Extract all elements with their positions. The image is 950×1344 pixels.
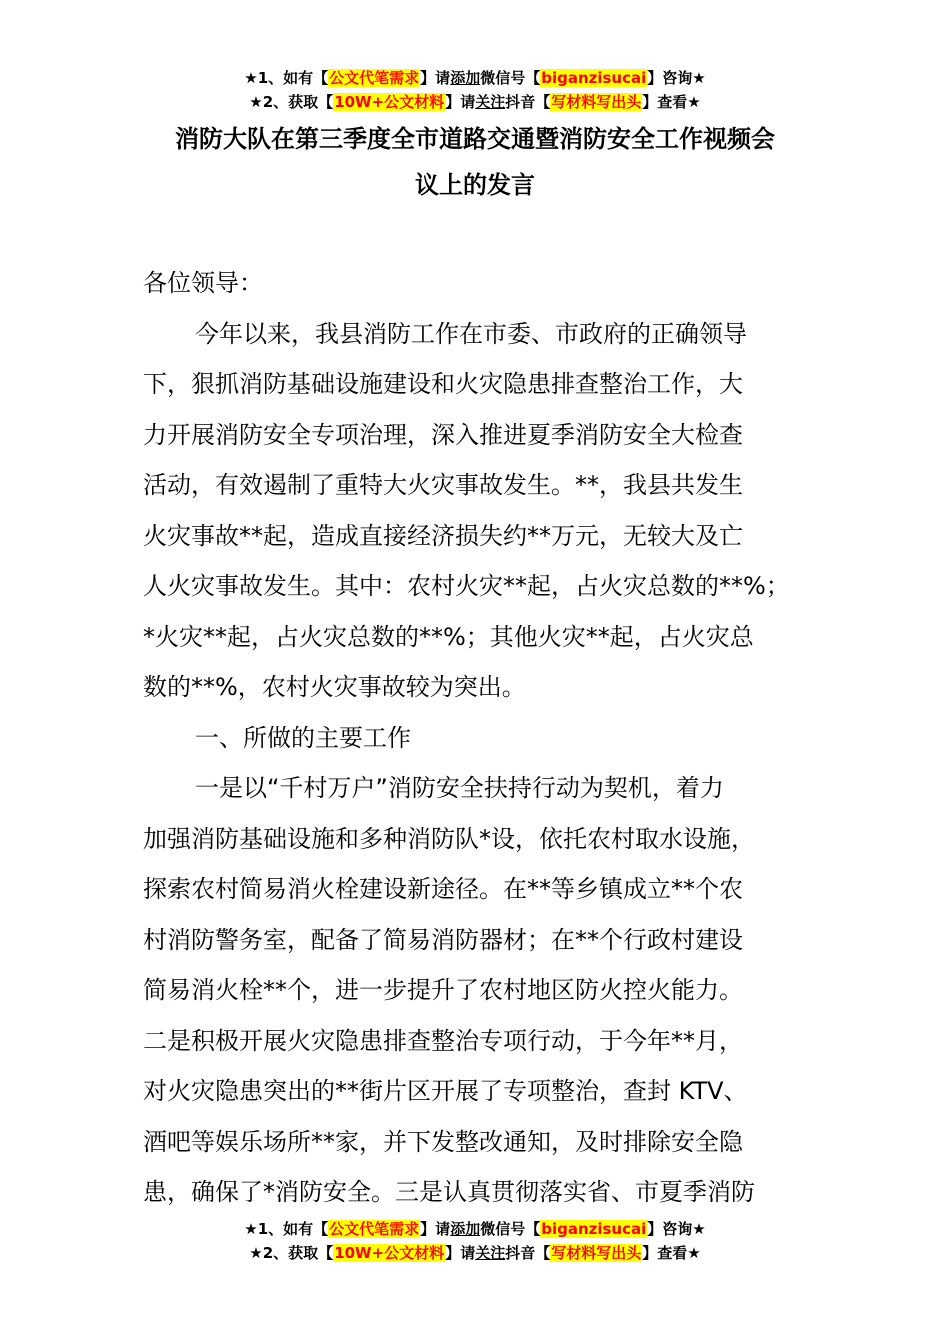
paragraph-line: 对火灾隐患突出的**街片区开展了专项整治，查封 KTV、 [143, 1077, 748, 1105]
paragraph-line: 数的**%，农村火灾事故较为突出。 [143, 673, 526, 701]
top-promo-banner [0, 66, 950, 114]
salutation: 各位领导： [143, 269, 263, 297]
promo-line-1: ★1、如有【公文代笔需求】请添加微信号【biganzisucai】咨询★ [244, 69, 706, 87]
promo-highlight: 公文代笔需求 [329, 1220, 420, 1238]
section-heading: 一、所做的主要工作 [195, 723, 411, 752]
promo-highlight: 写材料写出头 [551, 1244, 642, 1262]
promo-line-2: ★2、获取【10W+公文材料】请关注抖音【写材料写出头】查看★ [249, 1244, 701, 1262]
paragraph-line: 酒吧等娱乐场所**家，并下发整改通知，及时排除安全隐 [143, 1127, 743, 1156]
promo-highlight: 写材料写出头 [551, 93, 642, 111]
document-body [143, 258, 833, 1218]
paragraph-line: 患，确保了*消防安全。三是认真贯彻落实省、市夏季消防 [143, 1178, 755, 1206]
title-line-1: 消防大队在第三季度全市道路交通暨消防安全工作视频会 [175, 125, 775, 153]
promo-line-2: ★2、获取【10W+公文材料】请关注抖音【写材料写出头】查看★ [249, 93, 701, 111]
promo-highlight: 10W+公文材料 [334, 93, 445, 111]
document-title [140, 116, 810, 208]
promo-line-1: ★1、如有【公文代笔需求】请添加微信号【biganzisucai】咨询★ [244, 1220, 706, 1238]
paragraph-line: 力开展消防安全专项治理，深入推进夏季消防安全大检查 [143, 420, 743, 449]
paragraph-line: *火灾**起，占火灾总数的**%；其他火灾**起，占火灾总 [143, 622, 754, 651]
paragraph-line: 火灾事故**起，造成直接经济损失约**万元，无较大及亡 [143, 521, 743, 550]
promo-highlight: biganzisucai [541, 69, 647, 87]
paragraph-line: 村消防警务室，配备了简易消防器材；在**个行政村建设 [143, 925, 743, 954]
paragraph-line: 今年以来，我县消防工作在市委、市政府的正确领导 [195, 319, 747, 348]
promo-highlight: 公文代笔需求 [329, 69, 420, 87]
paragraph-line: 简易消火栓**个，进一步提升了农村地区防火控火能力。 [143, 976, 743, 1004]
paragraph-line: 加强消防基础设施和多种消防队*设，依托农村取水设施， [143, 824, 755, 853]
promo-highlight: biganzisucai [541, 1220, 647, 1238]
paragraph-line: 一是以“千村万户”消防安全扶持行动为契机，着力 [195, 774, 724, 802]
paragraph-line: 二是积极开展火灾隐患排查整治专项行动，于今年**月， [143, 1026, 743, 1055]
title-line-2: 议上的发言 [415, 171, 535, 199]
paragraph-line: 下，狠抓消防基础设施建设和火灾隐患排查整治工作，大 [143, 370, 743, 398]
bottom-promo-banner [0, 1217, 950, 1265]
paragraph-line: 人火灾事故发生。其中：农村火灾**起，占火灾总数的**%； [143, 572, 790, 600]
paragraph-line: 活动，有效遏制了重特大火灾事故发生。**，我县共发生 [143, 471, 743, 499]
promo-highlight: 10W+公文材料 [334, 1244, 445, 1262]
paragraph-line: 探索农村简易消火栓建设新途径。在**等乡镇成立**个农 [143, 875, 743, 903]
